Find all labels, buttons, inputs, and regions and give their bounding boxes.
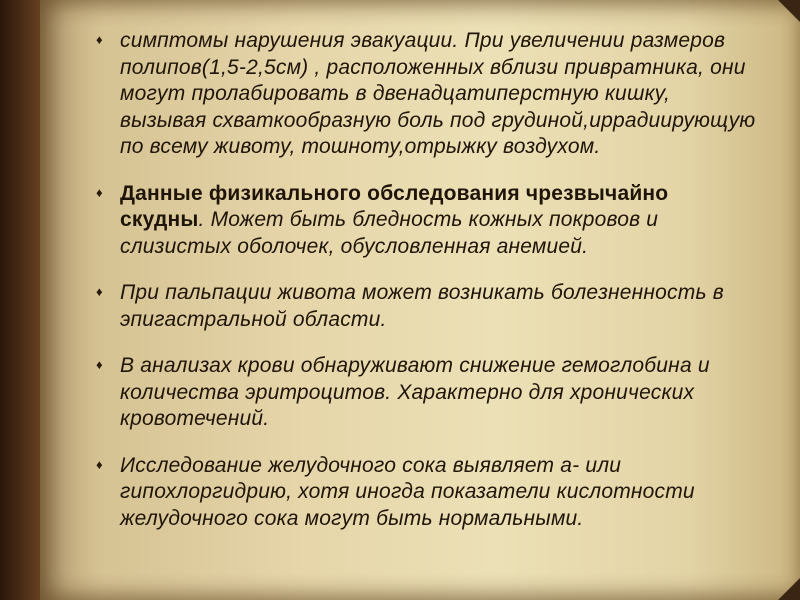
bullet-text xyxy=(120,181,756,261)
page-corner xyxy=(778,0,800,22)
bullet-bold-text: Данные физикального обследования чрезвычайно скудны xyxy=(120,181,669,231)
bullet-item xyxy=(96,181,756,261)
bullet-body-text: . Может быть бледность кожных покровов и слизистых оболочек, обусловленная анемией. xyxy=(120,208,659,258)
bullet-text xyxy=(120,280,756,333)
diamond-bullet-icon: ♦ xyxy=(96,32,103,47)
page-corner xyxy=(778,578,800,600)
bullet-item xyxy=(96,280,756,333)
bullet-item xyxy=(96,353,756,433)
bullet-item xyxy=(96,28,756,161)
diamond-bullet-icon: ♦ xyxy=(96,184,103,200)
bullet-text xyxy=(120,28,756,161)
diamond-bullet-icon: ♦ xyxy=(96,284,103,299)
bullet-body-text: симптомы нарушения эвакуации. При увеличении размеров полипов(1,5-2,5см) , расположенных вблизи привратника, они могут пролабировать в двенадцатиперстную кишку, вызывая схваткообразную боль под грудиной,иррадиирующую по всему животу, тошноту,отрыжку воздухом. xyxy=(120,29,756,158)
diamond-bullet-icon: ♦ xyxy=(96,456,103,472)
bullet-body-text: Исследование желудочного сока выявляет а- или гипохлоргидрию, хотя иногда показатели кислотности желудочного сока могут быть нормальными. xyxy=(120,453,695,530)
bullet-body-text: В анализах крови обнаруживают снижение гемоглобина и количества эритроцитов. Характерно для хронических кровотечений. xyxy=(120,354,710,430)
diamond-bullet-icon: ♦ xyxy=(96,357,103,372)
bullet-body-text: При пальпации живота может возникать болезненность в эпигастральной области. xyxy=(120,281,724,331)
bullet-text xyxy=(120,453,756,533)
slide-content xyxy=(96,28,756,552)
bullet-text xyxy=(120,353,756,433)
bullet-item xyxy=(96,453,756,533)
